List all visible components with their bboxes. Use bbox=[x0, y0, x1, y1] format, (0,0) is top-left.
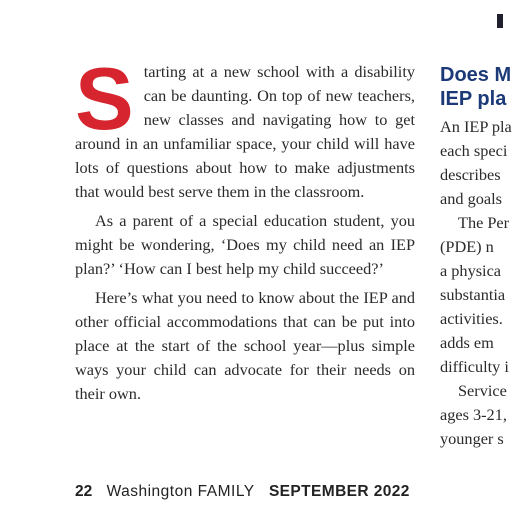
article-left-column bbox=[75, 49, 415, 411]
corner-mark bbox=[497, 14, 503, 28]
right-line: (PDE) n bbox=[440, 237, 494, 256]
page-number: 22 bbox=[75, 483, 93, 500]
right-line: ages 3-21, bbox=[440, 405, 507, 424]
dropcap-letter: S bbox=[75, 49, 134, 148]
magazine-name: Washington FAMILY bbox=[106, 483, 255, 500]
article-right-column bbox=[440, 60, 512, 451]
right-line: substantia bbox=[440, 285, 506, 304]
right-line: describes bbox=[440, 165, 501, 184]
right-line: activities. bbox=[440, 309, 503, 328]
issue-date: SEPTEMBER 2022 bbox=[268, 483, 410, 500]
article-paragraph-2: As a parent of a special education student, you might be wondering, ‘Does my child need an IEP plan?’ ‘How can I best help my child succeed?’ bbox=[75, 211, 415, 278]
section-heading-line-1: Does M bbox=[440, 64, 512, 86]
right-line: and goals bbox=[440, 189, 502, 208]
right-line: The Per bbox=[458, 213, 510, 232]
section-heading bbox=[440, 63, 512, 111]
right-line: An IEP pla bbox=[440, 117, 512, 136]
right-line: younger s bbox=[440, 429, 504, 448]
right-line: adds em bbox=[440, 333, 494, 352]
right-line: each speci bbox=[440, 141, 508, 160]
page-footer bbox=[75, 483, 410, 501]
article-paragraph-3: Here’s what you need to know about the IEP and other official accommodations that can be put into place at the start of the school year—plus simple ways your child can advocate for their needs on their own. bbox=[75, 288, 415, 403]
right-column-body bbox=[440, 115, 512, 451]
right-line: Service bbox=[458, 381, 507, 400]
right-line: a physica bbox=[440, 261, 502, 280]
paragraph-1-text: tarting at a new school with a disability can be daunting. On top of new teachers, new classes and navigating how to get around in an unfamiliar space, your child will have lots of questions about how to make adjustments that would best serve them in the classroom. bbox=[75, 62, 415, 201]
right-line: difficulty i bbox=[440, 357, 509, 376]
section-heading-line-2: IEP pla bbox=[440, 88, 507, 110]
article-paragraph-1 bbox=[75, 49, 415, 204]
